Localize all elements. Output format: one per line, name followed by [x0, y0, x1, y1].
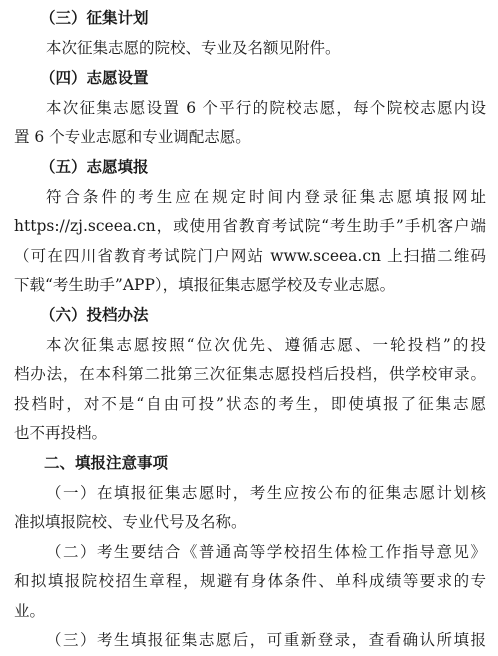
paragraph-line: （一）在填报征集志愿时，考生应按公布的征集志愿计划核 — [46, 484, 486, 502]
paragraph-line: 符合条件的考生应在规定时间内登录征集志愿填报网址 — [46, 188, 486, 206]
paragraph-line: 也不再投档。 — [14, 424, 108, 442]
chapter-heading-2: 二、填报注意事项 — [44, 454, 169, 472]
paragraph-line: 本次征集志愿设置 6 个平行的院校志愿，每个院校志愿内设 — [46, 99, 486, 117]
section-heading-3: （三）征集计划 — [40, 9, 149, 27]
paragraph-line: （三）考生填报征集志愿后，可重新登录，查看确认所填报 — [46, 631, 486, 649]
paragraph-line: https://zj.sceea.cn，或使用省教育考试院“考生助手”手机客户端 — [14, 217, 486, 235]
paragraph-line: 投档时，对不是“自由可投”状态的考生，即使填报了征集志愿 — [14, 395, 486, 413]
paragraph-line: 本次征集志愿的院校、专业及名额见附件。 — [46, 39, 341, 57]
section-heading-4: （四）志愿设置 — [40, 69, 149, 87]
paragraph-line: 准拟填报院校、专业代号及名称。 — [14, 513, 247, 531]
paragraph-line: 置 6 个专业志愿和专业调配志愿。 — [14, 128, 251, 146]
paragraph-line: 业。 — [14, 602, 46, 620]
paragraph-line: （二）考生要结合《普通高等学校招生体检工作指导意见》 — [46, 543, 486, 561]
paragraph-line: 档办法，在本科第二批第三次征集志愿投档后投档，供学校审录。 — [14, 365, 486, 383]
paragraph-line: 下载“考生助手”APP），填报征集志愿学校及专业志愿。 — [14, 276, 396, 294]
section-heading-5: （五）志愿填报 — [40, 158, 149, 176]
paragraph-line: 和拟填报院校招生章程，规避有身体条件、单科成绩等要求的专 — [14, 572, 486, 590]
paragraph-line: 本次征集志愿按照“位次优先、遵循志愿、一轮投档”的投 — [46, 336, 486, 354]
paragraph-line: （可在四川省教育考试院门户网站 www.sceea.cn 上扫描二维码 — [14, 247, 486, 265]
section-heading-6: （六）投档办法 — [40, 306, 149, 324]
